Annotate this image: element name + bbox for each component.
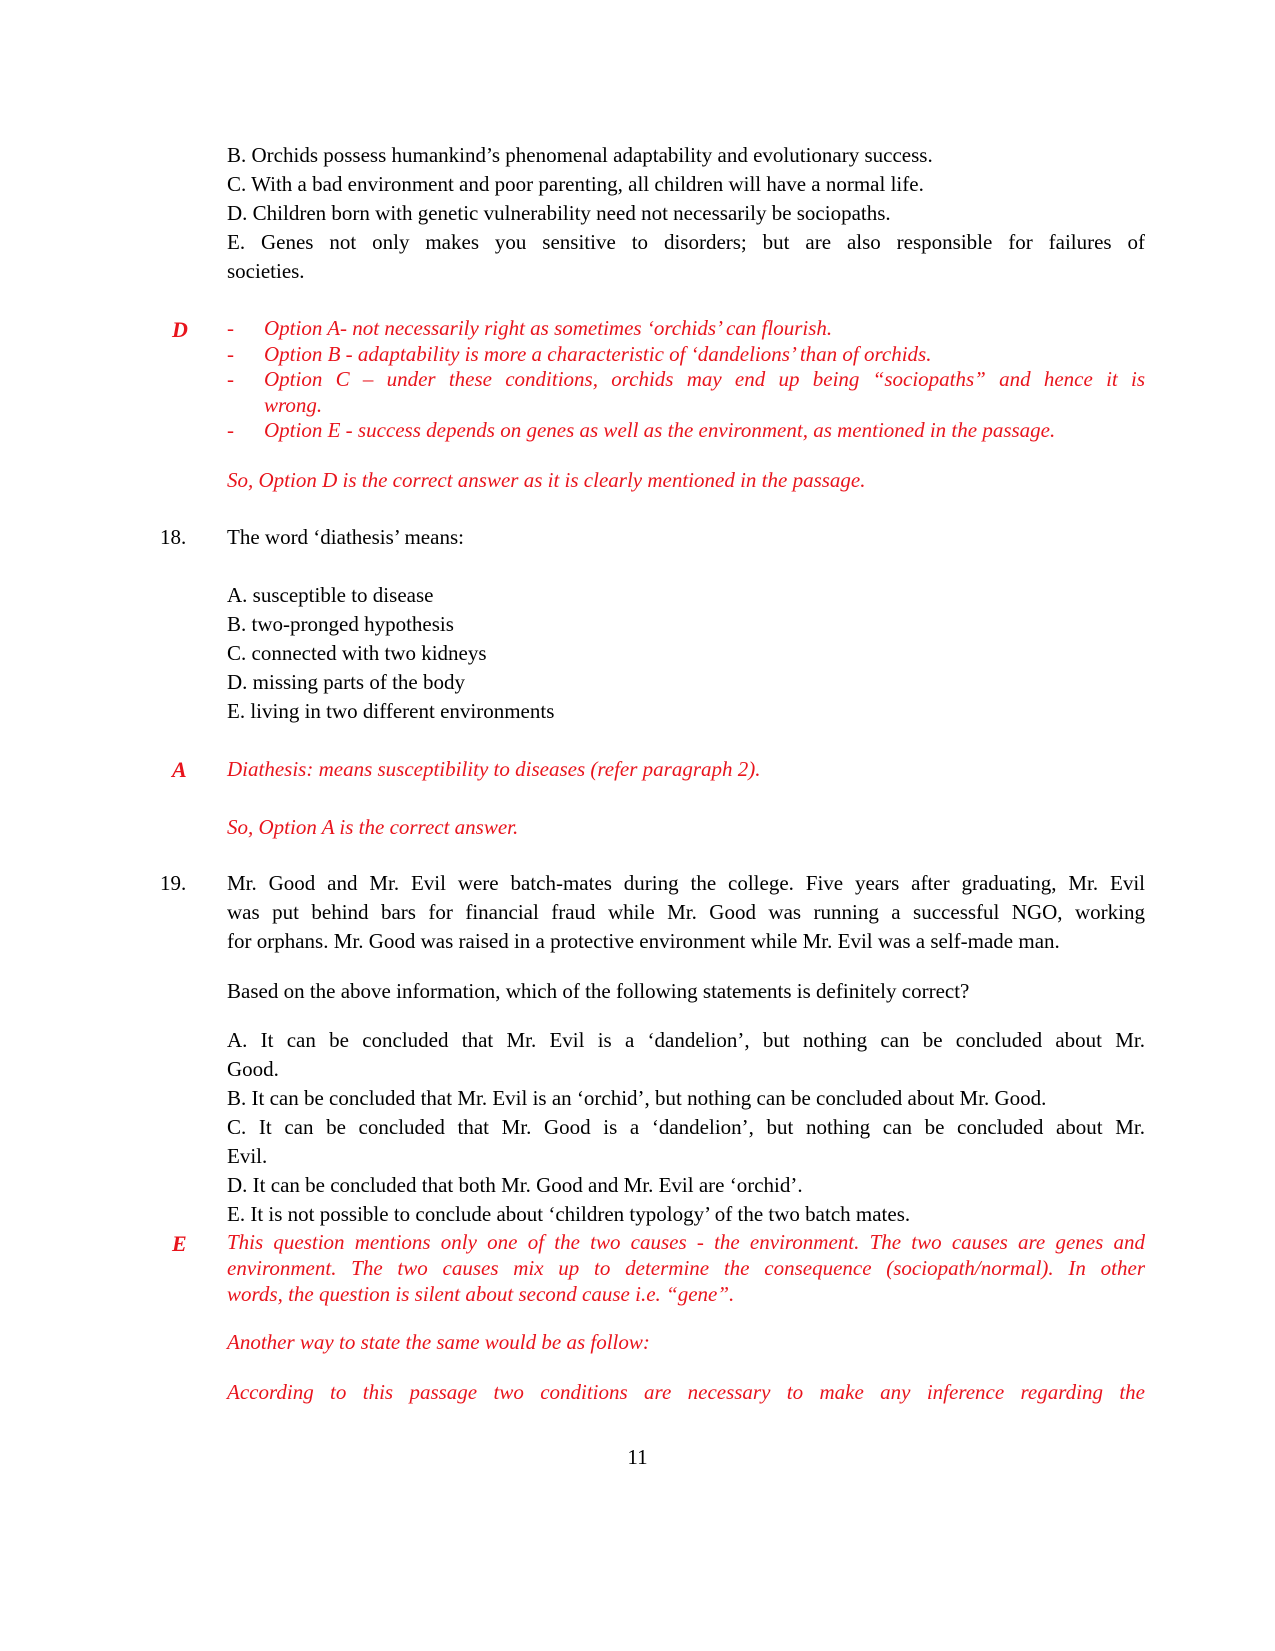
q17-bullet-dash: - [227, 342, 234, 366]
q19-paragraph-line-1: Mr. Good and Mr. Evil were batch-mates during the college. Five years after graduating, Mr. Evil [227, 871, 1145, 895]
q19-explanation-line-2: environment. The two causes mix up to determine the consequence (sociopath/normal). In other [227, 1256, 1145, 1280]
q19-according: According to this passage two conditions are necessary to make any inference regarding the [227, 1380, 1145, 1404]
q18-question: The word ‘diathesis’ means: [227, 525, 464, 549]
q18-number: 18. [160, 525, 187, 549]
q19-option-e: E. It is not possible to conclude about ‘children typology’ of the two batch mates. [227, 1202, 911, 1226]
q19-option-d: D. It can be concluded that both Mr. Good and Mr. Evil are ‘orchid’. [227, 1173, 803, 1197]
q17-bullet-option-e: Option E - success depends on genes as well as the environment, as mentioned in the passage. [264, 418, 1056, 442]
q18-option-d: D. missing parts of the body [227, 670, 465, 694]
q17-bullet-dash: - [227, 418, 234, 442]
q17-bullet-option-b: Option B - adaptability is more a characteristic of ‘dandelions’ than of orchids. [264, 342, 932, 366]
q18-option-a: A. susceptible to disease [227, 583, 434, 607]
q19-option-a-continued: Good. [227, 1057, 279, 1081]
q17-option-e-continued: societies. [227, 259, 305, 283]
q17-conclusion: So, Option D is the correct answer as it is clearly mentioned in the passage. [227, 468, 866, 492]
q19-explanation-line-3: words, the question is silent about second cause i.e. “gene”. [227, 1282, 735, 1306]
page-number: 11 [627, 1445, 648, 1469]
q19-explanation-line-1: This question mentions only one of the two causes - the environment. The two causes are genes and [227, 1230, 1145, 1254]
q17-option-d: D. Children born with genetic vulnerability need not necessarily be sociopaths. [227, 201, 891, 225]
q17-bullet-option-a: Option A- not necessarily right as sometimes ‘orchids’ can flourish. [264, 316, 833, 340]
q18-conclusion: So, Option A is the correct answer. [227, 815, 519, 839]
q18-answer-letter: A [172, 757, 187, 782]
q17-answer-letter: D [172, 317, 188, 342]
q17-bullet-dash: - [227, 316, 234, 340]
q19-option-c-continued: Evil. [227, 1144, 268, 1168]
q17-option-c: C. With a bad environment and poor parenting, all children will have a normal life. [227, 172, 924, 196]
q18-option-c: C. connected with two kidneys [227, 641, 487, 665]
q18-explanation: Diathesis: means susceptibility to diseases (refer paragraph 2). [227, 757, 761, 781]
q19-answer-letter: E [172, 1231, 187, 1256]
q17-bullet-option-c: Option C – under these conditions, orchids may end up being “sociopaths” and hence it is [264, 367, 1145, 391]
q17-option-e: E. Genes not only makes you sensitive to disorders; but are also responsible for failures of [227, 230, 1145, 254]
q17-bullet-dash: - [227, 367, 234, 391]
q19-paragraph-line-2: was put behind bars for financial fraud while Mr. Good was running a successful NGO, working [227, 900, 1145, 924]
q19-number: 19. [160, 871, 187, 895]
q18-option-b: B. two-pronged hypothesis [227, 612, 454, 636]
q17-option-b: B. Orchids possess humankind’s phenomenal adaptability and evolutionary success. [227, 143, 933, 167]
q19-question: Based on the above information, which of the following statements is definitely correct? [227, 979, 970, 1003]
q19-option-c: C. It can be concluded that Mr. Good is a ‘dandelion’, but nothing can be concluded about Mr. [227, 1115, 1145, 1139]
q19-option-a: A. It can be concluded that Mr. Evil is a ‘dandelion’, but nothing can be concluded about Mr. [227, 1028, 1145, 1052]
q18-option-e: E. living in two different environments [227, 699, 555, 723]
q19-paragraph-line-3: for orphans. Mr. Good was raised in a protective environment while Mr. Evil was a self-made man. [227, 929, 1060, 953]
q19-another-way: Another way to state the same would be as follow: [227, 1330, 650, 1354]
q17-bullet-option-c-continued: wrong. [264, 393, 323, 417]
q19-option-b: B. It can be concluded that Mr. Evil is an ‘orchid’, but nothing can be concluded about Mr. Good. [227, 1086, 1047, 1110]
